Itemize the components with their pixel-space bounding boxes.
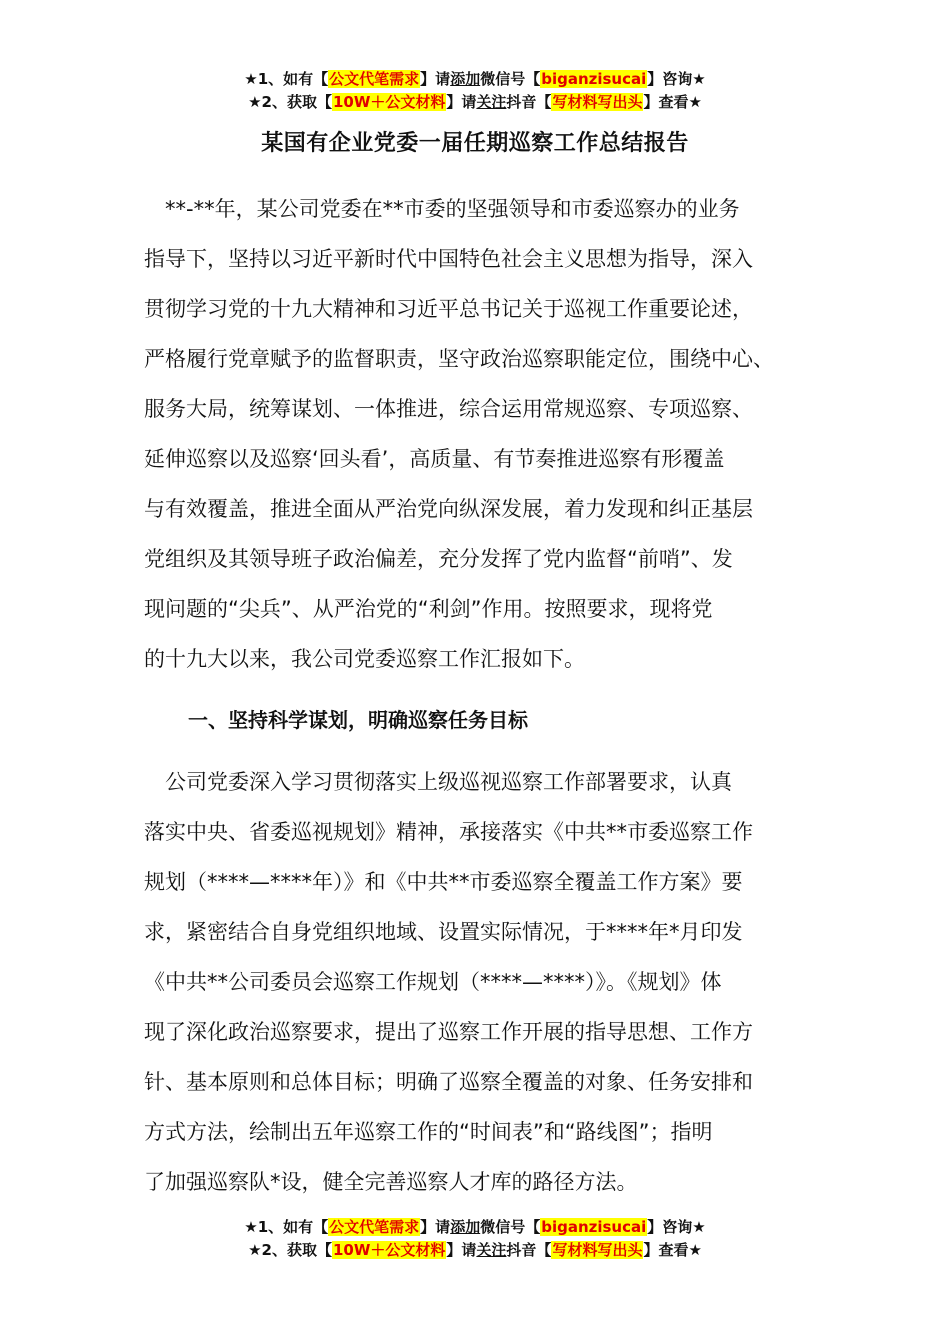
text-line: 了加强巡察队*设，健全完善巡察人才库的路径方法。 [144,1170,638,1194]
highlight-materials: 10W＋公文材料 [332,1241,446,1259]
banner-line-1: ★1、如有【公文代笔需求】请添加微信号【biganzisucai】咨询★ [244,1218,706,1236]
text-line: 求，紧密结合自身党组织地域、设置实际情况，于****年*月印发 [144,920,743,944]
document-title: 某国有企业党委一届任期巡察工作总结报告 [261,131,689,156]
paragraph-2 [144,757,816,1207]
highlight-douyin-id: 写材料写出头 [552,1241,643,1259]
highlight-service: 公文代笔需求 [329,70,420,88]
text-line: 方式方法，绘制出五年巡察工作的“时间表”和“路线图”；指明 [144,1120,713,1144]
text-line: 规划（****—****年）》和《中共**市委巡察全覆盖工作方案》要 [144,870,743,894]
highlight-wechat-id: biganzisucai [541,70,647,88]
highlight-materials: 10W＋公文材料 [332,93,446,111]
text-line: 严格履行党章赋予的监督职责，坚守政治巡察职能定位，围绕中心、 [144,347,774,371]
paragraph-1 [144,184,816,684]
text-line: 服务大局，统筹谋划、一体推进，综合运用常规巡察、专项巡察、 [144,397,753,421]
text-line: 现了深化政治巡察要求，提出了巡察工作开展的指导思想、工作方 [144,1020,753,1044]
section-heading-1: 一、坚持科学谋划，明确巡察任务目标 [188,708,528,732]
banner-line-2: ★2、获取【10W＋公文材料】请关注抖音【写材料写出头】查看★ [248,93,702,111]
text-line: 党组织及其领导班子政治偏差，充分发挥了党内监督“前哨”、发 [144,547,733,571]
text-line: 落实中央、省委巡视规划》精神，承接落实《中共**市委巡察工作 [144,820,753,844]
text-line: 公司党委深入学习贯彻落实上级巡视巡察工作部署要求，认真 [144,770,732,794]
text-line: 贯彻学习党的十九大精神和习近平总书记关于巡视工作重要论述， [144,297,753,321]
text-line: 指导下，坚持以习近平新时代中国特色社会主义思想为指导，深入 [144,247,753,271]
text-line: 现问题的“尖兵”、从严治党的“利剑”作用。按照要求，现将党 [144,597,713,621]
text-line: 《中共**公司委员会巡察工作规划（****—****）》。《规划》体 [144,970,722,994]
banner-line-2: ★2、获取【10W＋公文材料】请关注抖音【写材料写出头】查看★ [248,1241,702,1259]
text-line: 与有效覆盖，推进全面从严治党向纵深发展，着力发现和纠正基层 [144,497,753,521]
footer-banner [0,1216,950,1262]
text-line: 的十九大以来，我公司党委巡察工作汇报如下。 [144,647,585,671]
banner-line-1: ★1、如有【公文代笔需求】请添加微信号【biganzisucai】咨询★ [244,70,706,88]
text-line: **-**年，某公司党委在**市委的坚强领导和市委巡察办的业务 [144,197,740,221]
highlight-douyin-id: 写材料写出头 [552,93,643,111]
highlight-service: 公文代笔需求 [329,1218,420,1236]
text-line: 针、基本原则和总体目标；明确了巡察全覆盖的对象、任务安排和 [144,1070,753,1094]
header-banner [0,68,950,114]
highlight-wechat-id: biganzisucai [541,1218,647,1236]
text-line: 延伸巡察以及巡察‘回头看’，高质量、有节奏推进巡察有形覆盖 [144,447,725,471]
